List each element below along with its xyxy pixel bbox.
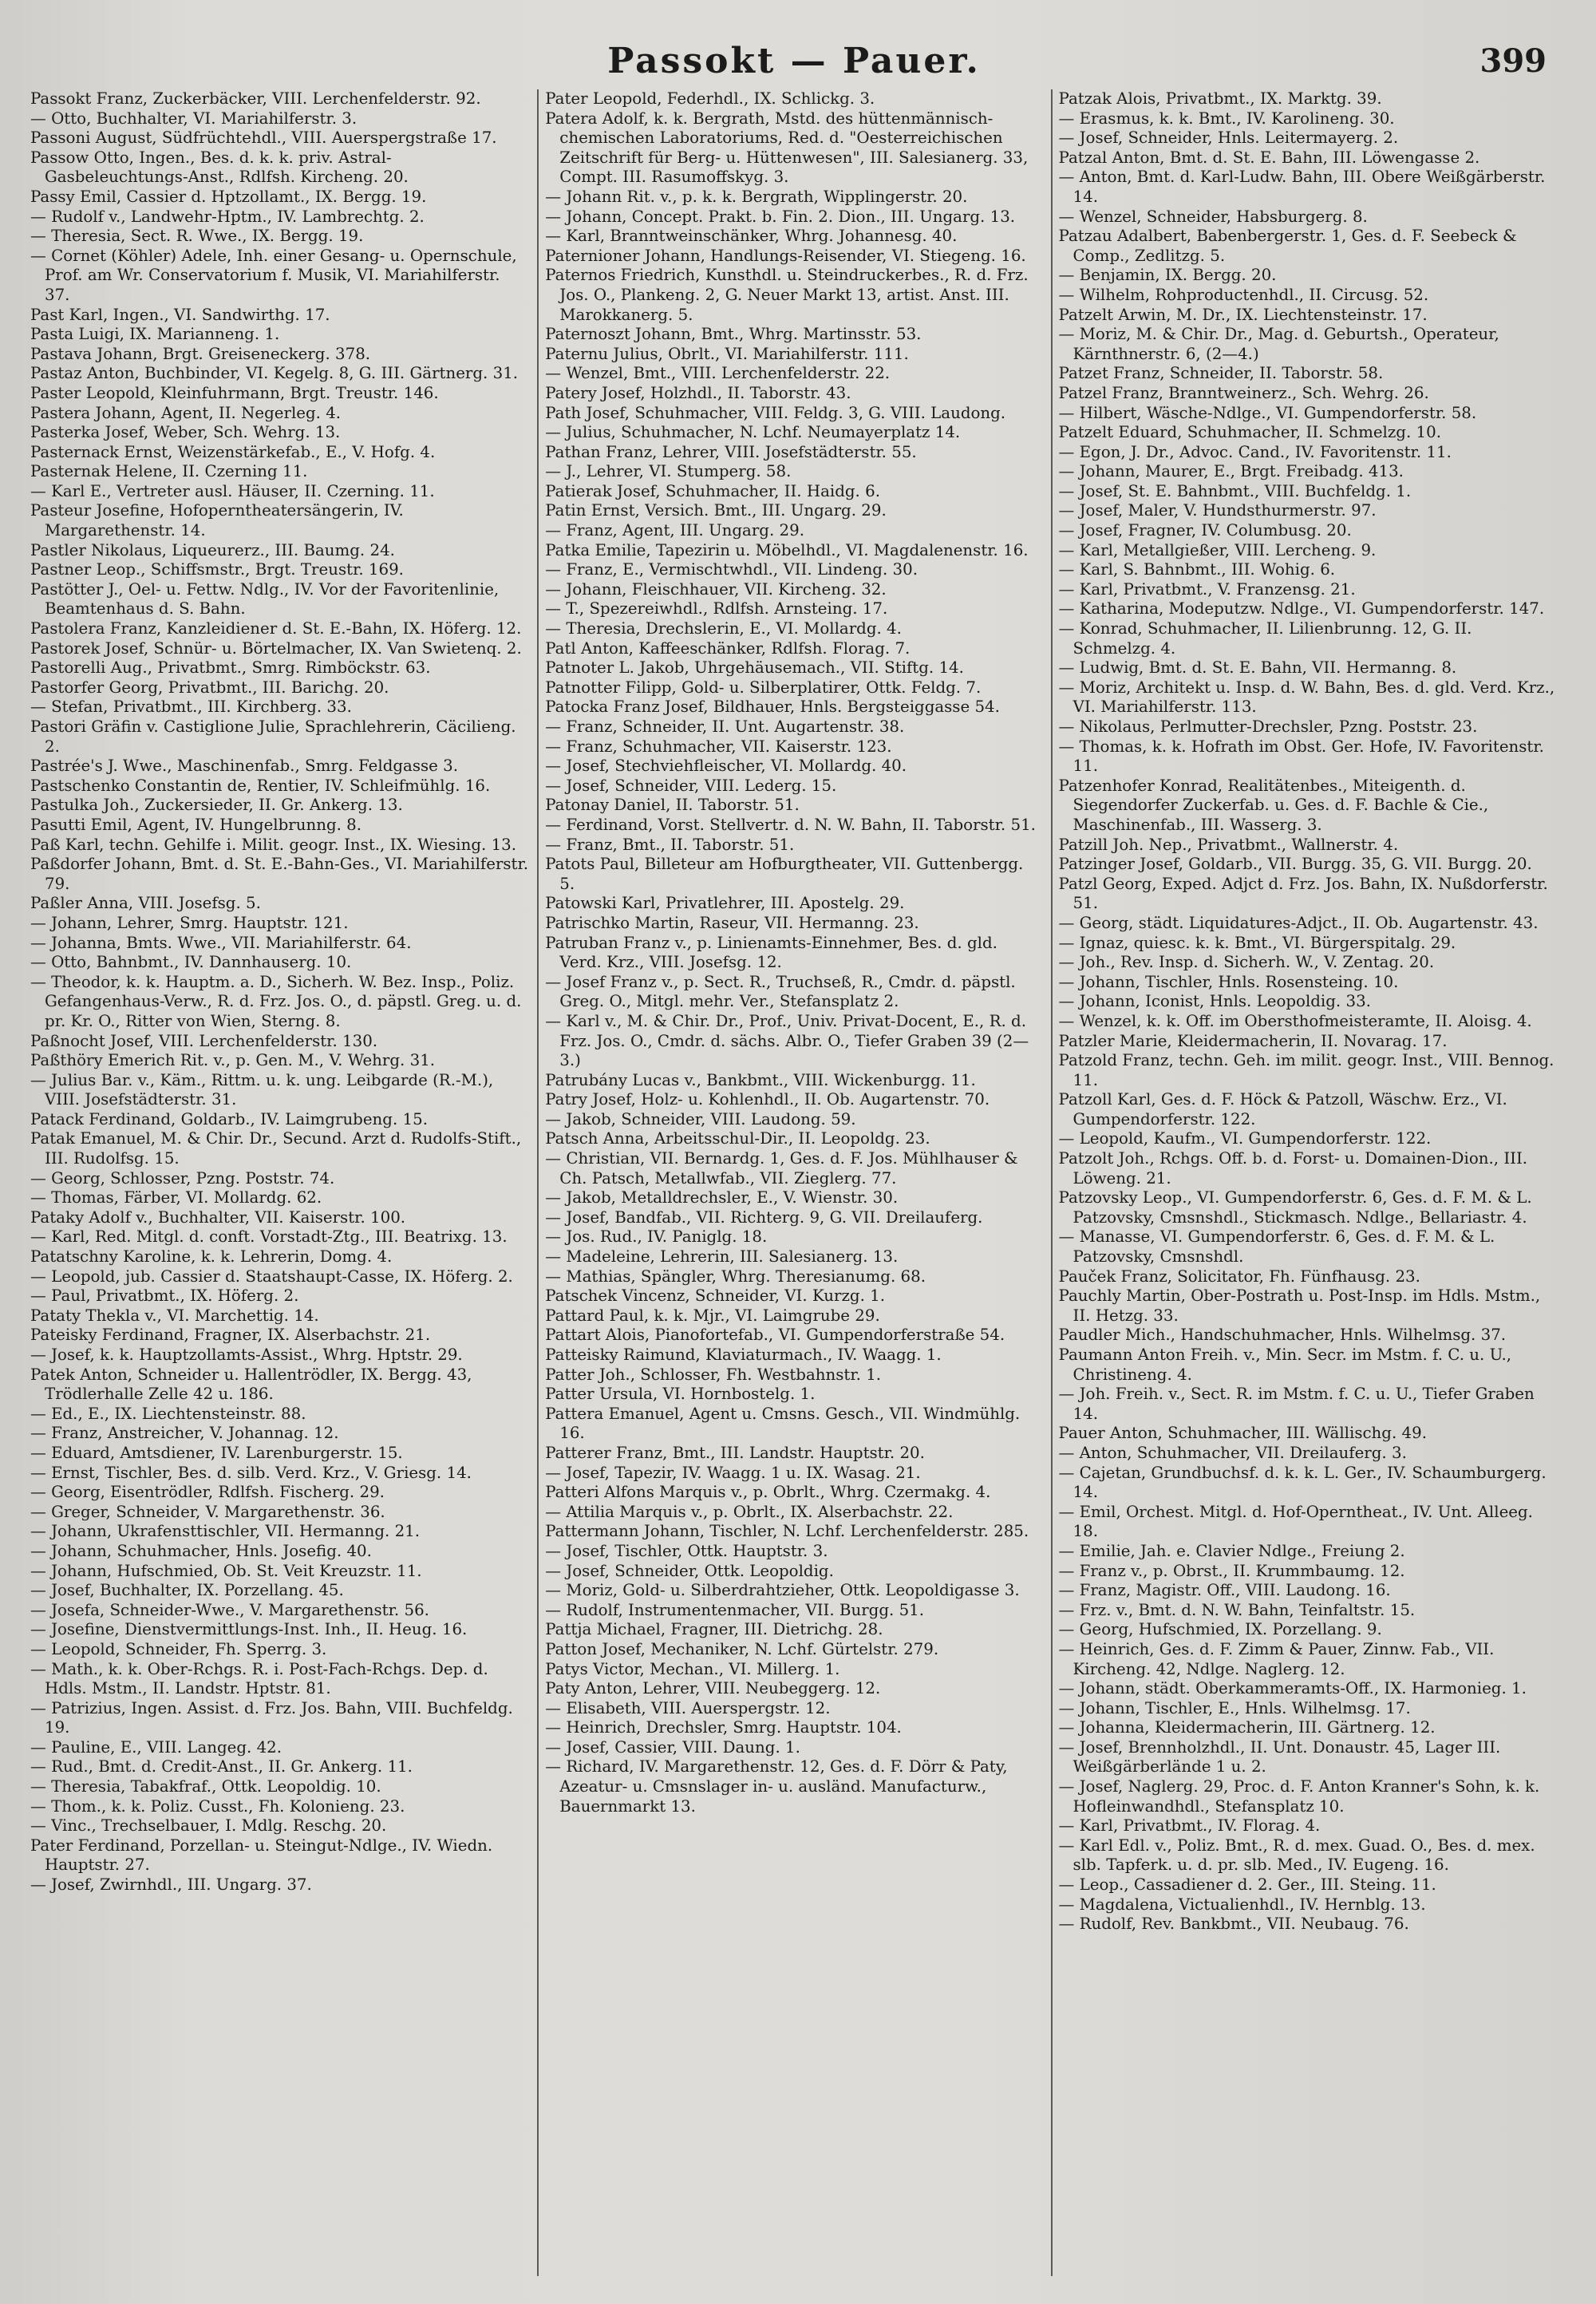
directory-entry: — Johann, Iconist, Hnls. Leopoldig. 33. bbox=[1058, 992, 1371, 1011]
directory-entry: Past Karl, Ingen., VI. Sandwirthg. 17. bbox=[30, 305, 330, 324]
directory-entry: — Christian, VII. Bernardg. 1, Ges. d. F. Jos. Mühlhauser & Ch. Patsch, Metallwfab., VII. Zieglerg. 77. bbox=[545, 1149, 1018, 1188]
directory-entry: Passoni August, Südfrüchtehdl., VIII. Auerspergstraße 17. bbox=[30, 128, 497, 148]
directory-entry: — Otto, Bahnbmt., IV. Dannhauserg. 10. bbox=[30, 953, 352, 972]
directory-entry: — Johann, städt. Oberkammeramts-Off., IX. Harmonieg. 1. bbox=[1058, 1679, 1527, 1698]
directory-entry: — Johann, Fleischhauer, VII. Kircheng. 32. bbox=[545, 579, 887, 599]
directory-entry: Patry Josef, Holz- u. Kohlenhdl., II. Ob. Augartenstr. 70. bbox=[545, 1090, 990, 1109]
directory-entry: Patots Paul, Billeteur am Hofburgtheater, VII. Guttenbergg. 5. bbox=[545, 855, 1024, 893]
directory-entry: Pasta Luigi, IX. Marianneng. 1. bbox=[30, 325, 280, 344]
directory-entry: Paßdorfer Johann, Bmt. d. St. E.-Bahn-Ges., VI. Mariahilferstr. 79. bbox=[30, 855, 529, 893]
directory-entry: — Theresia, Sect. R. Wwe., IX. Bergg. 19. bbox=[30, 227, 364, 246]
directory-entry: — Georg, Hufschmied, IX. Porzellang. 9. bbox=[1058, 1620, 1382, 1639]
directory-entry: Patzovsky Leop., VI. Gumpendorferstr. 6, Ges. d. F. M. & L. Patzovsky, Cmsnshdl., Stickmasch. Ndlge., Bellariastr. 4. bbox=[1058, 1188, 1532, 1227]
directory-entry: Patter Ursula, VI. Hornbostelg. 1. bbox=[545, 1385, 816, 1404]
directory-entry: — Erasmus, k. k. Bmt., IV. Karolineng. 30. bbox=[1058, 109, 1395, 128]
directory-entry: — Katharina, Modeputzw. Ndlge., VI. Gumpendorferstr. 147. bbox=[1058, 599, 1545, 618]
directory-entry: — Franz, Magistr. Off., VIII. Laudong. 16. bbox=[1058, 1581, 1391, 1600]
running-title: Passokt — Pauer. bbox=[607, 41, 981, 81]
directory-entry: — Franz, Schneider, II. Unt. Augartenstr. 38. bbox=[545, 717, 905, 736]
directory-entry: Patrischko Martin, Raseur, VII. Hermanng. 23. bbox=[545, 913, 919, 932]
directory-entry: — Johann, Ukrafensttischler, VII. Hermanng. 21. bbox=[30, 1522, 421, 1541]
page-number: 399 bbox=[1479, 42, 1547, 80]
directory-entry: — Josef, Tischler, Ottk. Hauptstr. 3. bbox=[545, 1541, 828, 1560]
directory-entry: — Karl, Metallgießer, VIII. Lercheng. 9. bbox=[1058, 540, 1377, 559]
directory-entry: Pasterka Josef, Weber, Sch. Wehrg. 13. bbox=[30, 423, 341, 442]
directory-entry: Paternos Friedrich, Kunsthdl. u. Steindruckerbes., R. d. Frz. Jos. O., Plankeng. 2, G. Neuer Markt 13, artist. Anst. III. Marokkanerg. 5. bbox=[545, 266, 1029, 324]
directory-entry: Pastolera Franz, Kanzleidiener d. St. E.-Bahn, IX. Höferg. 12. bbox=[30, 619, 522, 638]
directory-entry: Patteri Alfons Marquis v., p. Obrlt., Whrg. Czermakg. 4. bbox=[545, 1483, 991, 1502]
directory-entry: — Josef, St. E. Bahnbmt., VIII. Buchfeldg. 1. bbox=[1058, 481, 1412, 500]
directory-entry: — Rud., Bmt. d. Credit-Anst., II. Gr. Ankerg. 11. bbox=[30, 1757, 413, 1776]
directory-entry: Patteisky Raimund, Klaviaturmach., IV. Waagg. 1. bbox=[545, 1346, 942, 1364]
directory-entry: Pastaz Anton, Buchbinder, VI. Kegelg. 8, G. III. Gärtnerg. 31. bbox=[30, 364, 519, 383]
directory-entry: — Josef, Buchhalter, IX. Porzellang. 45. bbox=[30, 1581, 344, 1600]
directory-entry: — Johanna, Bmts. Wwe., VII. Mariahilferstr. 64. bbox=[30, 933, 412, 952]
directory-entry: Pater Ferdinand, Porzellan- u. Steingut-Ndlge., IV. Wiedn. Hauptstr. 27. bbox=[30, 1836, 493, 1875]
directory-entry: — Theresia, Drechslerin, E., VI. Mollardg. 4. bbox=[545, 619, 902, 638]
directory-entry: Patsch Anna, Arbeitsschul-Dir., II. Leopoldg. 23. bbox=[545, 1129, 930, 1148]
directory-entry: — Julius, Schuhmacher, N. Lchf. Neumayerplatz 14. bbox=[545, 423, 961, 442]
directory-entry: Patka Emilie, Tapezirin u. Möbelhdl., VI. Magdalenenstr. 16. bbox=[545, 540, 1029, 559]
directory-entry: — Anton, Schuhmacher, VII. Dreilauferg. 3. bbox=[1058, 1443, 1407, 1462]
column-left bbox=[24, 89, 537, 2276]
directory-entry: — Josefine, Dienstvermittlungs-Inst. Inh., II. Heug. 16. bbox=[30, 1620, 468, 1639]
directory-entry: Patzl Georg, Exped. Adjct d. Frz. Jos. Bahn, IX. Nußdorferstr. 51. bbox=[1058, 874, 1548, 913]
directory-entry: Passow Otto, Ingen., Bes. d. k. k. priv. Astral-Gasbeleuchtungs-Anst., Rdlfsh. Kircheng. 20. bbox=[30, 148, 409, 187]
directory-entry: — Ignaz, quiesc. k. k. Bmt., VI. Bürgerspitalg. 29. bbox=[1058, 933, 1456, 952]
directory-entry: — Karl, Privatbmt., IV. Florag. 4. bbox=[1058, 1816, 1321, 1836]
directory-entry: — Hilbert, Wäsche-Ndlge., VI. Gumpendorferstr. 58. bbox=[1058, 403, 1477, 422]
directory-entry: — Rudolf v., Landwehr-Hptm., IV. Lambrechtg. 2. bbox=[30, 207, 425, 226]
directory-entry: — Math., k. k. Ober-Rchgs. R. i. Post-Fach-Rchgs. Dep. d. Hdls. Mstm., II. Landstr. Hptstr. 81. bbox=[30, 1659, 488, 1698]
directory-entry: — Wilhelm, Rohproductenhdl., II. Circusg. 52. bbox=[1058, 285, 1429, 304]
directory-entry: Pastorfer Georg, Privatbmt., III. Barichg. 20. bbox=[30, 678, 389, 697]
directory-entry: — Josef, Schneider, Hnls. Leitermayerg. 2. bbox=[1058, 128, 1399, 148]
directory-entry: Patruban Franz v., p. Linienamts-Einnehmer, Bes. d. gld. Verd. Krz., VIII. Josefsg. 12. bbox=[545, 933, 998, 972]
directory-entry: Patzak Alois, Privatbmt., IX. Marktg. 39. bbox=[1058, 89, 1382, 108]
directory-entry: Paty Anton, Lehrer, VIII. Neubeggerg. 12. bbox=[545, 1679, 881, 1698]
column-right bbox=[1051, 89, 1564, 2276]
directory-entry: — Theresia, Tabakfraf., Ottk. Leopoldig. 10. bbox=[30, 1777, 381, 1796]
directory-entry: Patatschny Karoline, k. k. Lehrerin, Domg. 4. bbox=[30, 1247, 393, 1267]
directory-entry: Pasutti Emil, Agent, IV. Hungelbrunng. 8. bbox=[30, 815, 362, 834]
directory-entry: — Johann, Schuhmacher, Hnls. Josefig. 40. bbox=[30, 1541, 372, 1560]
directory-entry: — Anton, Bmt. d. Karl-Ludw. Bahn, III. Obere Weißgärberstr. 14. bbox=[1058, 168, 1546, 206]
directory-entry: — Karl E., Vertreter ausl. Häuser, II. Czerning. 11. bbox=[30, 481, 435, 500]
directory-entry: Paßnocht Josef, VIII. Lerchenfelderstr. 130. bbox=[30, 1031, 378, 1050]
directory-entry: Patzel Franz, Branntweinerz., Sch. Wehrg. 26. bbox=[1058, 383, 1429, 402]
directory-entry: — Benjamin, IX. Bergg. 20. bbox=[1058, 266, 1277, 285]
directory-entry: Patack Ferdinand, Goldarb., IV. Laimgrubeng. 15. bbox=[30, 1109, 428, 1128]
directory-entry: Paumann Anton Freih. v., Min. Secr. im Mstm. f. C. u. U., Christineng. 4. bbox=[1058, 1346, 1512, 1384]
directory-entry: Pastava Johann, Brgt. Greiseneckerg. 378. bbox=[30, 344, 371, 363]
directory-entry: — Madeleine, Lehrerin, III. Salesianerg. 13. bbox=[545, 1247, 899, 1267]
directory-entry: Passokt Franz, Zuckerbäcker, VIII. Lerchenfelderstr. 92. bbox=[30, 89, 481, 108]
directory-entry: Pattard Paul, k. k. Mjr., VI. Laimgrube 29. bbox=[545, 1306, 880, 1325]
directory-entry: — Josef, Zwirnhdl., III. Ungarg. 37. bbox=[30, 1875, 312, 1895]
directory-entry: — Franz, Anstreicher, V. Johannag. 12. bbox=[30, 1424, 339, 1443]
directory-entry: — Cajetan, Grundbuchsf. d. k. k. L. Ger., IV. Schaumburgerg. 14. bbox=[1058, 1463, 1547, 1502]
directory-entry: — Moriz, M. & Chir. Dr., Mag. d. Geburtsh., Operateur, Kärnthnerstr. 6, (2—4.) bbox=[1058, 325, 1499, 363]
directory-entry: Patzoll Karl, Ges. d. F. Höck & Patzoll, Wäschw. Erz., VI. Gumpendorferstr. 122. bbox=[1058, 1090, 1507, 1128]
directory-entry: Patter Joh., Schlosser, Fh. Westbahnstr. 1. bbox=[545, 1365, 882, 1384]
directory-entry: — Otto, Buchhalter, VI. Mariahilferstr. 3. bbox=[30, 109, 358, 128]
directory-entry: — Karl, Privatbmt., V. Franzensg. 21. bbox=[1058, 579, 1356, 599]
directory-entry: — Thomas, Färber, VI. Mollardg. 62. bbox=[30, 1188, 322, 1207]
directory-entry: — Thom., k. k. Poliz. Cusst., Fh. Kolonieng. 23. bbox=[30, 1796, 405, 1816]
directory-entry: — Thomas, k. k. Hofrath im Obst. Ger. Hofe, IV. Favoritenstr. 11. bbox=[1058, 737, 1544, 776]
directory-entry: — Ed., E., IX. Liechtensteinstr. 88. bbox=[30, 1404, 306, 1423]
directory-entry: Patzler Marie, Kleidermacherin, II. Novarag. 17. bbox=[1058, 1031, 1448, 1050]
directory-entry: — Frz. v., Bmt. d. N. W. Bahn, Teinfaltstr. 15. bbox=[1058, 1600, 1416, 1619]
directory-entry: — Leopold, jub. Cassier d. Staatshaupt-Casse, IX. Höferg. 2. bbox=[30, 1267, 513, 1286]
directory-entry: — Ernst, Tischler, Bes. d. silb. Verd. Krz., V. Griesg. 14. bbox=[30, 1463, 472, 1482]
directory-entry: Pattart Alois, Pianofortefab., VI. Gumpendorferstraße 54. bbox=[545, 1326, 1005, 1345]
directory-entry: Patys Victor, Mechan., VI. Millerg. 1. bbox=[545, 1659, 840, 1678]
directory-entry: Patzold Franz, techn. Geh. im milit. geogr. Inst., VIII. Bennog. 11. bbox=[1058, 1051, 1555, 1089]
directory-entry: — Johann, Concept. Prakt. b. Fin. 2. Dion., III. Ungarg. 13. bbox=[545, 207, 1016, 226]
directory-entry: Pastschenko Constantin de, Rentier, IV. Schleifmühlg. 16. bbox=[30, 776, 491, 795]
directory-entry: Pastötter J., Oel- u. Fettw. Ndlg., IV. Vor der Favoritenlinie, Beamtenhaus d. S. Bahn. bbox=[30, 579, 500, 618]
directory-entry: Patrubány Lucas v., Bankbmt., VIII. Wickenburgg. 11. bbox=[545, 1070, 976, 1089]
directory-entry: — Jakob, Metalldrechsler, E., V. Wienstr. 30. bbox=[545, 1188, 899, 1207]
directory-entry: — Attilia Marquis v., p. Obrlt., IX. Alserbachstr. 22. bbox=[545, 1502, 954, 1521]
directory-entry: — Franz, Agent, III. Ungarg. 29. bbox=[545, 521, 805, 540]
directory-entry: Pastulka Joh., Zuckersieder, II. Gr. Ankerg. 13. bbox=[30, 796, 403, 815]
directory-entry: Pataty Thekla v., VI. Marchettig. 14. bbox=[30, 1306, 319, 1325]
directory-entry: — Franz v., p. Obrst., II. Krummbaumg. 12. bbox=[1058, 1561, 1405, 1580]
column-middle bbox=[537, 89, 1050, 2276]
directory-entry: Patera Adolf, k. k. Bergrath, Mstd. des hüttenmännisch-chemischen Laboratoriums, Red. d. "Oesterreichischen Zeitschrift für Berg- u. Hüttenwesen", III. Salesianerg. 33, Compt. III. Rasumoffskyg. 3. bbox=[545, 109, 1029, 187]
directory-entry: Pattera Emanuel, Agent u. Cmsns. Gesch., VII. Windmühlg. 16. bbox=[545, 1404, 1021, 1443]
directory-entry: — Karl, S. Bahnbmt., III. Wohig. 6. bbox=[1058, 560, 1336, 579]
directory-entry: — Eduard, Amtsdiener, IV. Larenburgerstr. 15. bbox=[30, 1443, 403, 1462]
directory-entry: Patonay Daniel, II. Taborstr. 51. bbox=[545, 796, 800, 815]
directory-entry: — Julius Bar. v., Käm., Rittm. u. k. ung. Leibgarde (R.-M.), VIII. Josefstädterstr. 31. bbox=[30, 1070, 494, 1109]
directory-entry: Patzal Anton, Bmt. d. St. E. Bahn, III. Löwengasse 2. bbox=[1058, 148, 1480, 167]
directory-entry: — Josef, Schneider, Ottk. Leopoldig. bbox=[545, 1561, 834, 1580]
page-header bbox=[24, 34, 1564, 89]
directory-entry: — Georg, Schlosser, Pzng. Poststr. 74. bbox=[30, 1168, 335, 1188]
directory-entry: Pattja Michael, Fragner, III. Dietrichg. 28. bbox=[545, 1620, 883, 1639]
directory-entry: Pastori Gräfin v. Castiglione Julie, Sprachlehrerin, Cäcilieng. 2. bbox=[30, 717, 516, 756]
directory-entry: — Josef, Brennholzhdl., II. Unt. Donaustr. 45, Lager III. Weißgärberlände 1 u. 2. bbox=[1058, 1737, 1501, 1776]
directory-entry: Pasternak Helene, II. Czerning 11. bbox=[30, 462, 308, 481]
directory-entry: — Wenzel, Bmt., VIII. Lerchenfelderstr. 22. bbox=[545, 364, 891, 383]
directory-entry: — Leopold, Kaufm., VI. Gumpendorferstr. 122. bbox=[1058, 1129, 1432, 1148]
directory-entry: — Stefan, Privatbmt., III. Kirchberg. 33. bbox=[30, 698, 352, 717]
directory-entry: — Franz, Bmt., II. Taborstr. 51. bbox=[545, 835, 795, 854]
directory-entry: — Jos. Rud., IV. Paniglg. 18. bbox=[545, 1227, 768, 1247]
directory-entry: — Leopold, Schneider, Fh. Sperrg. 3. bbox=[30, 1639, 327, 1658]
directory-entry: — Johanna, Kleidermacherin, III. Gärtnerg. 12. bbox=[1058, 1718, 1436, 1737]
directory-entry: — Georg, Eisentrödler, Rdlfsh. Fischerg. 29. bbox=[30, 1483, 385, 1502]
directory-entry: — Patrizius, Ingen. Assist. d. Frz. Jos. Bahn, VIII. Buchfeldg. 19. bbox=[30, 1698, 513, 1737]
directory-entry: — Paul, Privatbmt., IX. Höferg. 2. bbox=[30, 1286, 299, 1306]
directory-entry: Paß Karl, techn. Gehilfe i. Milit. geogr. Inst., IX. Wiesing. 13. bbox=[30, 835, 517, 854]
directory-entry: Pathan Franz, Lehrer, VIII. Josefstädterstr. 55. bbox=[545, 442, 917, 461]
directory-entry: Pauchly Martin, Ober-Postrath u. Post-Insp. im Hdls. Mstm., II. Hetzg. 33. bbox=[1058, 1286, 1541, 1325]
directory-entry: — Josef, Naglerg. 29, Proc. d. F. Anton Kranner's Sohn, k. k. Hofleinwandhdl., Stefansplatz 10. bbox=[1058, 1777, 1540, 1816]
directory-entry: Patzet Franz, Schneider, II. Taborstr. 58. bbox=[1058, 364, 1384, 383]
directory-entry: — Ludwig, Bmt. d. St. E. Bahn, VII. Hermanng. 8. bbox=[1058, 658, 1457, 678]
directory-entry: — Egon, J. Dr., Advoc. Cand., IV. Favoritenstr. 11. bbox=[1058, 442, 1452, 461]
directory-entry: — Elisabeth, VIII. Auerspergstr. 12. bbox=[545, 1698, 831, 1717]
directory-entry: — Jakob, Schneider, VIII. Laudong. 59. bbox=[545, 1109, 856, 1128]
directory-entry: — Josef, k. k. Hauptzollamts-Assist., Whrg. Hptstr. 29. bbox=[30, 1346, 463, 1364]
directory-entry: — Johann Rit. v., p. k. k. Bergrath, Wipplingerstr. 20. bbox=[545, 187, 968, 206]
directory-entry: Path Josef, Schuhmacher, VIII. Feldg. 3, G. VIII. Laudong. bbox=[545, 403, 1006, 422]
directory-entry: Patzill Joh. Nep., Privatbmt., Wallnerstr. 4. bbox=[1058, 835, 1399, 854]
directory-entry: Paternu Julius, Obrlt., VI. Mariahilferstr. 111. bbox=[545, 344, 909, 363]
directory-entry: Pataky Adolf v., Buchhalter, VII. Kaiserstr. 100. bbox=[30, 1207, 406, 1227]
directory-entry: Patierak Josef, Schuhmacher, II. Haidg. 6. bbox=[545, 481, 881, 500]
directory-entry: — Wenzel, k. k. Off. im Obersthofmeisteramte, II. Aloisg. 4. bbox=[1058, 1011, 1532, 1030]
directory-entry: — Johann, Tischler, E., Hnls. Wilhelmsg. 17. bbox=[1058, 1698, 1411, 1717]
directory-entry: — Magdalena, Victualienhdl., IV. Hernblg. 13. bbox=[1058, 1895, 1426, 1914]
directory-entry: — Franz, Schuhmacher, VII. Kaiserstr. 123. bbox=[545, 737, 892, 756]
directory-entry: — Johann, Lehrer, Smrg. Hauptstr. 121. bbox=[30, 913, 349, 932]
directory-entry: — Emil, Orchest. Mitgl. d. Hof-Operntheat., IV. Unt. Alleeg. 18. bbox=[1058, 1502, 1533, 1541]
directory-entry: — Georg, städt. Liquidatures-Adjct., II. Ob. Augartenstr. 43. bbox=[1058, 913, 1539, 932]
directory-entry: — T., Spezereiwhdl., Rdlfsh. Arnsteing. 17. bbox=[545, 599, 888, 618]
directory-entry: — Leop., Cassadiener d. 2. Ger., III. Steing. 11. bbox=[1058, 1875, 1436, 1895]
directory-entry: — Nikolaus, Perlmutter-Drechsler, Pzng. Poststr. 23. bbox=[1058, 717, 1478, 736]
directory-entry: Pateisky Ferdinand, Fragner, IX. Alserbachstr. 21. bbox=[30, 1326, 431, 1345]
directory-entry: Pastner Leop., Schiffsmstr., Brgt. Treustr. 169. bbox=[30, 560, 404, 579]
directory-entry: Patin Ernst, Versich. Bmt., III. Ungarg. 29. bbox=[545, 501, 887, 520]
directory-entry: Patzolt Joh., Rchgs. Off. b. d. Forst- u. Domainen-Dion., III. Löweng. 21. bbox=[1058, 1149, 1528, 1188]
directory-entry: — Josef, Fragner, IV. Columbusg. 20. bbox=[1058, 521, 1352, 540]
directory-entry: — Josef, Schneider, VIII. Lederg. 15. bbox=[545, 776, 837, 795]
directory-entry: — J., Lehrer, VI. Stumperg. 58. bbox=[545, 462, 792, 481]
directory-entry: — Moriz, Gold- u. Silberdrahtzieher, Ottk. Leopoldigasse 3. bbox=[545, 1581, 1020, 1600]
directory-entry: — Cornet (Köhler) Adele, Inh. einer Gesang- u. Opernschule, Prof. am Wr. Conservatorium f. Musik, VI. Mariahilferstr. 37. bbox=[30, 246, 517, 304]
directory-entry: — Rudolf, Rev. Bankbmt., VII. Neubaug. 76. bbox=[1058, 1915, 1409, 1934]
directory-entry: — Johann, Hufschmied, Ob. St. Veit Kreuzstr. 11. bbox=[30, 1561, 422, 1580]
directory-entry: — Pauline, E., VIII. Langeg. 42. bbox=[30, 1737, 282, 1757]
directory-entry: — Moriz, Architekt u. Insp. d. W. Bahn, Bes. d. gld. Verd. Krz., VI. Mariahilferstr. 113. bbox=[1058, 678, 1555, 717]
directory-entry: Pauček Franz, Solicitator, Fh. Fünfhausg. 23. bbox=[1058, 1267, 1420, 1286]
directory-entry: Pastera Johann, Agent, II. Negerleg. 4. bbox=[30, 403, 342, 422]
directory-entry: — Josef, Bandfab., VII. Richterg. 9, G. VII. Dreilauferg. bbox=[545, 1207, 983, 1227]
directory-entry: Patzinger Josef, Goldarb., VII. Burgg. 35, G. VII. Burgg. 20. bbox=[1058, 855, 1532, 874]
directory-entry: — Karl v., M. & Chir. Dr., Prof., Univ. Privat-Docent, E., R. d. Frz. Jos. O., Cmdr. d. sächs. Albr. O., Tiefer Graben 39 (2—3.) bbox=[545, 1011, 1029, 1070]
directory-entry: — Rudolf, Instrumentenmacher, VII. Burgg. 51. bbox=[545, 1600, 925, 1619]
directory-entry: — Josef, Tapezir, IV. Waagg. 1 u. IX. Wasag. 21. bbox=[545, 1463, 921, 1482]
directory-entry: Paudler Mich., Handschuhmacher, Hnls. Wilhelmsg. 37. bbox=[1058, 1326, 1507, 1345]
directory-entry: Pastorelli Aug., Privatbmt., Smrg. Rimböckstr. 63. bbox=[30, 658, 431, 678]
directory-entry: Pater Leopold, Federhdl., IX. Schlickg. 3. bbox=[545, 89, 875, 108]
directory-entry: — Franz, E., Vermischtwhdl., VII. Lindeng. 30. bbox=[545, 560, 918, 579]
directory-entry: Patnoter L. Jakob, Uhrgehäusemach., VII. Stiftg. 14. bbox=[545, 658, 964, 678]
directory-entry: Patowski Karl, Privatlehrer, III. Apostelg. 29. bbox=[545, 894, 905, 913]
directory-entry: Pattermann Johann, Tischler, N. Lchf. Lerchenfelderstr. 285. bbox=[545, 1522, 1029, 1541]
directory-entry: Paßler Anna, VIII. Josefsg. 5. bbox=[30, 894, 261, 913]
directory-entry: — Joh. Freih. v., Sect. R. im Mstm. f. C. u. U., Tiefer Graben 14. bbox=[1058, 1385, 1535, 1423]
directory-entry: — Johann, Maurer, E., Brgt. Freibadg. 413. bbox=[1058, 462, 1404, 481]
directory-entry: Patzelt Eduard, Schuhmacher, II. Schmelzg. 10. bbox=[1058, 423, 1441, 442]
directory-entry: — Karl, Branntweinschänker, Whrg. Johannesg. 40. bbox=[545, 227, 958, 246]
directory-entry: — Greger, Schneider, V. Margarethenstr. 36. bbox=[30, 1502, 385, 1521]
directory-entry: Pauer Anton, Schuhmacher, III. Wällischg. 49. bbox=[1058, 1424, 1427, 1443]
directory-entry: Patzelt Arwin, M. Dr., IX. Liechtensteinstr. 17. bbox=[1058, 305, 1428, 324]
directory-entry: — Mathias, Spängler, Whrg. Theresianumg. 68. bbox=[545, 1267, 926, 1286]
directory-entry: — Josef, Maler, V. Hundsthurmerstr. 97. bbox=[1058, 501, 1377, 520]
directory-entry: Patzenhofer Konrad, Realitätenbes., Miteigenth. d. Siegendorfer Zuckerfab. u. Ges. d. F. Bachle & Cie., Maschinenfab., III. Wasserg. 3. bbox=[1058, 776, 1489, 834]
directory-entry: — Josef Franz v., p. Sect. R., Truchseß, R., Cmdr. d. päpstl. Greg. O., Mitgl. mehr. Ver., Stefansplatz 2. bbox=[545, 972, 1016, 1011]
directory-entry: — Karl Edl. v., Poliz. Bmt., R. d. mex. Guad. O., Bes. d. mex. slb. Tapferk. u. d. pr. slb. Med., IV. Eugeng. 16. bbox=[1058, 1836, 1535, 1875]
directory-entry: — Joh., Rev. Insp. d. Sicherh. W., V. Zentag. 20. bbox=[1058, 953, 1435, 972]
directory-entry: — Konrad, Schuhmacher, II. Lilienbrunng. 12, G. II. Schmelzg. 4. bbox=[1058, 619, 1472, 658]
directory-entry: — Manasse, VI. Gumpendorferstr. 6, Ges. d. F. M. & L. Patzovsky, Cmsnshdl. bbox=[1058, 1227, 1495, 1267]
directory-entry: Patzau Adalbert, Babenbergerstr. 1, Ges. d. F. Seebeck & Comp., Zedlitzg. 5. bbox=[1058, 227, 1517, 265]
directory-entry: Patschek Vincenz, Schneider, VI. Kurzg. 1. bbox=[545, 1286, 886, 1306]
columns-container bbox=[24, 89, 1564, 2276]
directory-entry: — Theodor, k. k. Hauptm. a. D., Sicherh. W. Bez. Insp., Poliz. Gefangenhaus-Verw., R. d. Frz. Jos. O., d. päpstl. Greg. u. d. pr. Kr. O., Ritter von Wien, Sterng. 8. bbox=[30, 972, 522, 1030]
directory-entry: — Emilie, Jah. e. Clavier Ndlge., Freiung 2. bbox=[1058, 1541, 1405, 1560]
directory-entry: — Heinrich, Drechsler, Smrg. Hauptstr. 104. bbox=[545, 1718, 902, 1737]
directory-entry: Paßthöry Emerich Rit. v., p. Gen. M., V. Wehrg. 31. bbox=[30, 1051, 436, 1070]
directory-entry: Patterer Franz, Bmt., III. Landstr. Hauptstr. 20. bbox=[545, 1443, 925, 1462]
directory-entry: Patton Josef, Mechaniker, N. Lchf. Gürtelstr. 279. bbox=[545, 1639, 939, 1658]
directory-entry: Patak Emanuel, M. & Chir. Dr., Secund. Arzt d. Rudolfs-Stift., III. Rudolfsg. 15. bbox=[30, 1129, 522, 1168]
directory-entry: Patnotter Filipp, Gold- u. Silberplatirer, Ottk. Feldg. 7. bbox=[545, 678, 982, 697]
directory-entry: Patocka Franz Josef, Bildhauer, Hnls. Bergsteiggasse 54. bbox=[545, 698, 1000, 717]
directory-entry: Pasteur Josefine, Hofoperntheatersängerin, IV. Margarethenstr. 14. bbox=[30, 501, 404, 540]
directory-entry: Patek Anton, Schneider u. Hallentrödler, IX. Bergg. 43, Trödlerhalle Zelle 42 u. 186. bbox=[30, 1365, 472, 1404]
directory-entry: Pastler Nikolaus, Liqueurerz., III. Baumg. 24. bbox=[30, 540, 395, 559]
directory-entry: Paternoszt Johann, Bmt., Whrg. Martinsstr. 53. bbox=[545, 325, 922, 344]
directory-entry: — Richard, IV. Margarethenstr. 12, Ges. d. F. Dörr & Paty, Azeatur- u. Cmsnslager in- u. ausländ. Manufacturw., Bauernmarkt 13. bbox=[545, 1757, 1008, 1816]
directory-entry: — Josef, Cassier, VIII. Daung. 1. bbox=[545, 1737, 800, 1757]
directory-entry: — Josefa, Schneider-Wwe., V. Margarethenstr. 56. bbox=[30, 1600, 429, 1619]
directory-entry: Pastorek Josef, Schnür- u. Börtelmacher, IX. Van Swietenq. 2. bbox=[30, 638, 522, 658]
directory-entry: — Ferdinand, Vorst. Stellvertr. d. N. W. Bahn, II. Taborstr. 51. bbox=[545, 815, 1036, 834]
directory-entry: — Vinc., Trechselbauer, I. Mdlg. Reschg. 20. bbox=[30, 1816, 387, 1836]
directory-entry: Patery Josef, Holzhdl., II. Taborstr. 43. bbox=[545, 383, 851, 402]
directory-entry: — Wenzel, Schneider, Habsburgerg. 8. bbox=[1058, 207, 1368, 226]
directory-entry: Paster Leopold, Kleinfuhrmann, Brgt. Treustr. 146. bbox=[30, 383, 439, 402]
directory-entry: Patl Anton, Kaffeeschänker, Rdlfsh. Florag. 7. bbox=[545, 638, 911, 658]
directory-entry: — Karl, Red. Mitgl. d. conft. Vorstadt-Ztg., III. Beatrixg. 13. bbox=[30, 1227, 508, 1247]
directory-entry: — Johann, Tischler, Hnls. Rosensteing. 10. bbox=[1058, 972, 1399, 991]
directory-entry: Pasternack Ernst, Weizenstärkefab., E., V. Hofg. 4. bbox=[30, 442, 436, 461]
directory-entry: Paternioner Johann, Handlungs-Reisender, VI. Stiegeng. 16. bbox=[545, 246, 1026, 265]
directory-entry: Pastrée's J. Wwe., Maschinenfab., Smrg. Feldgasse 3. bbox=[30, 757, 459, 776]
directory-entry: — Josef, Stechviehfleischer, VI. Mollardg. 40. bbox=[545, 757, 907, 776]
directory-entry: — Heinrich, Ges. d. F. Zimm & Pauer, Zinnw. Fab., VII. Kircheng. 42, Ndlge. Naglerg. 12. bbox=[1058, 1639, 1495, 1678]
directory-entry: Passy Emil, Cassier d. Hptzollamt., IX. Bergg. 19. bbox=[30, 187, 427, 206]
